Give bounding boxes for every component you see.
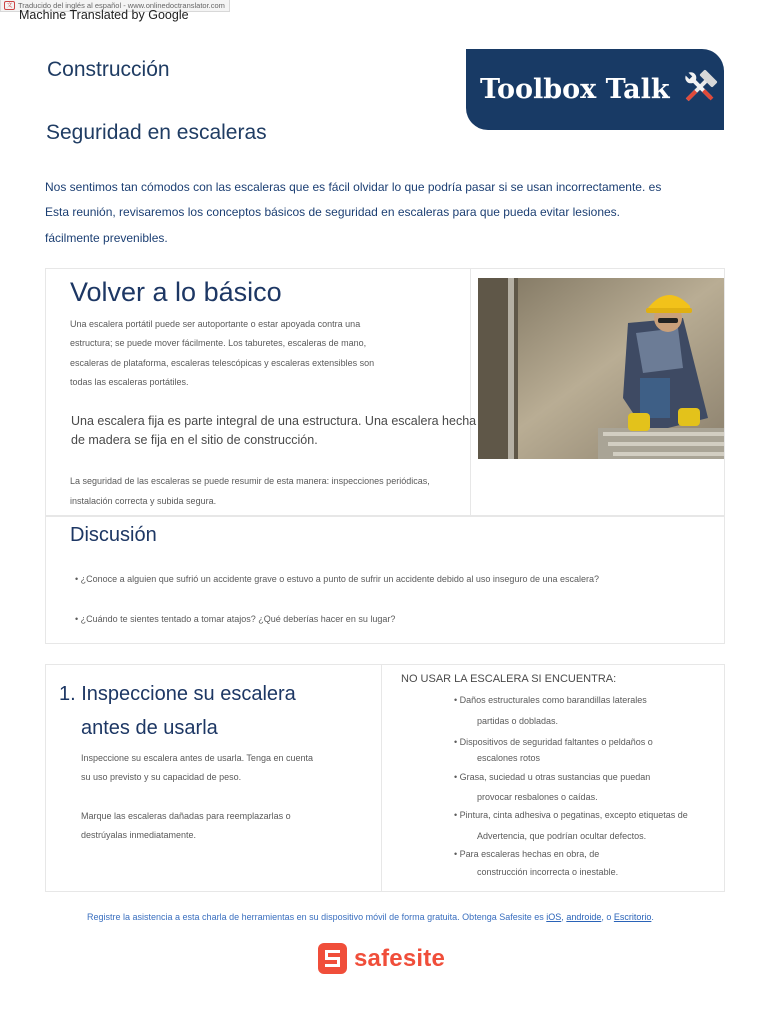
inspect-para2-line2: destrúyalas inmediatamente. xyxy=(81,830,197,840)
hammer-wrench-icon xyxy=(680,67,720,112)
intro-line-3: fácilmente prevenibles. xyxy=(45,231,168,245)
ios-link[interactable]: iOS xyxy=(546,912,562,922)
no-usar-item-3b: provocar resbalones o caídas. xyxy=(477,792,598,802)
safesite-logo xyxy=(318,943,445,974)
footer-sep-1: , xyxy=(561,912,564,922)
toolbox-talk-badge xyxy=(466,49,724,130)
intro-line-2: Esta reunión, revisaremos los conceptos básicos de seguridad en escaleras para que pueda evitar lesiones. xyxy=(45,205,621,219)
no-usar-title: NO USAR LA ESCALERA SI ENCUENTRA: xyxy=(401,673,617,685)
column-divider xyxy=(470,269,471,515)
inspect-heading-line1: 1. Inspeccione su escalera xyxy=(59,683,296,705)
footer-note-text: Registre la asistencia a esta charla de herramientas en su dispositivo móvil de forma gratuita. Obtenga Safesite es xyxy=(87,912,544,922)
no-usar-item-4b: Advertencia, que podrían ocultar defectos. xyxy=(477,831,647,841)
volver-para2-line2: de madera se fija en el sitio de construcción. xyxy=(71,433,318,447)
worker-climbing-ladder-image xyxy=(478,278,724,459)
volver-para1-line2: estructura; se puede mover fácilmente. Los taburetes, escaleras de mano, xyxy=(70,338,367,348)
volver-para1-line1: Una escalera portátil puede ser autoportante o estar apoyada contra una xyxy=(70,319,361,329)
safesite-logo-text: safesite xyxy=(354,944,445,972)
volver-para3-line1: La seguridad de las escaleras se puede resumir de esta manera: inspecciones periódicas, xyxy=(70,476,430,486)
desktop-link[interactable]: Escritorio xyxy=(613,912,652,922)
discusion-heading: Discusión xyxy=(70,524,157,546)
no-usar-item-5b: construcción incorrecta o inestable. xyxy=(477,867,619,877)
toolbox-talk-title: Toolbox Talk xyxy=(480,74,670,105)
footer-sep-2: , o xyxy=(601,912,612,922)
machine-translated-label: Machine Translated by Google xyxy=(19,8,189,22)
volver-heading: Volver a lo básico xyxy=(70,277,282,307)
inspect-para1-line1: Inspeccione su escalera antes de usarla. Tenga en cuenta xyxy=(81,753,313,763)
volver-para3-line2: instalación correcta y subida segura. xyxy=(70,496,217,506)
page-title: Seguridad en escaleras xyxy=(46,121,267,144)
column-divider xyxy=(381,665,382,891)
no-usar-item-1a: • Daños estructurales como barandillas laterales xyxy=(454,695,647,705)
translator-banner-text: Traducido del inglés al español - www.onlinedoctranslator.com xyxy=(18,1,225,10)
android-link[interactable]: androide xyxy=(566,912,602,922)
intro-line-1: Nos sentimos tan cómodos con las escaleras que es fácil olvidar lo que podría pasar si se usan incorrectamente. es xyxy=(45,180,662,194)
no-usar-item-5a: • Para escaleras hechas en obra, de xyxy=(454,849,600,859)
inspect-para2-line1: Marque las escaleras dañadas para reemplazarlas o xyxy=(81,811,291,821)
translate-icon: 文 xyxy=(4,1,15,10)
no-usar-item-1b: partidas o dobladas. xyxy=(477,716,559,726)
discusion-bullet-1: • ¿Conoce a alguien que sufrió un accidente grave o estuvo a punto de sufrir un accidente debido al uso inseguro de una escalera? xyxy=(75,574,599,584)
safesite-logo-icon xyxy=(318,943,347,974)
no-usar-item-4a: • Pintura, cinta adhesiva o pegatinas, excepto etiquetas de xyxy=(454,810,688,820)
volver-para1-line3: escaleras de plataforma, escaleras telescópicas y escaleras extensibles son xyxy=(70,358,375,368)
no-usar-item-3a: • Grasa, suciedad u otras sustancias que puedan xyxy=(454,772,651,782)
inspect-heading-line2: antes de usarla xyxy=(81,717,218,739)
category-title: Construcción xyxy=(47,58,170,81)
volver-para2-line1: Una escalera fija es parte integral de una estructura. Una escalera hecha xyxy=(71,414,477,428)
footer-end: . xyxy=(651,912,654,922)
no-usar-item-2a: • Dispositivos de seguridad faltantes o peldaños o xyxy=(454,737,653,747)
volver-para1-line4: todas las escaleras portátiles. xyxy=(70,377,189,387)
inspect-para1-line2: su uso previsto y su capacidad de peso. xyxy=(81,772,242,782)
discusion-bullet-2: • ¿Cuándo te sientes tentado a tomar atajos? ¿Qué deberías hacer en su lugar? xyxy=(75,614,396,624)
no-usar-item-2b: escalones rotos xyxy=(477,753,541,763)
footer-note xyxy=(87,912,654,922)
